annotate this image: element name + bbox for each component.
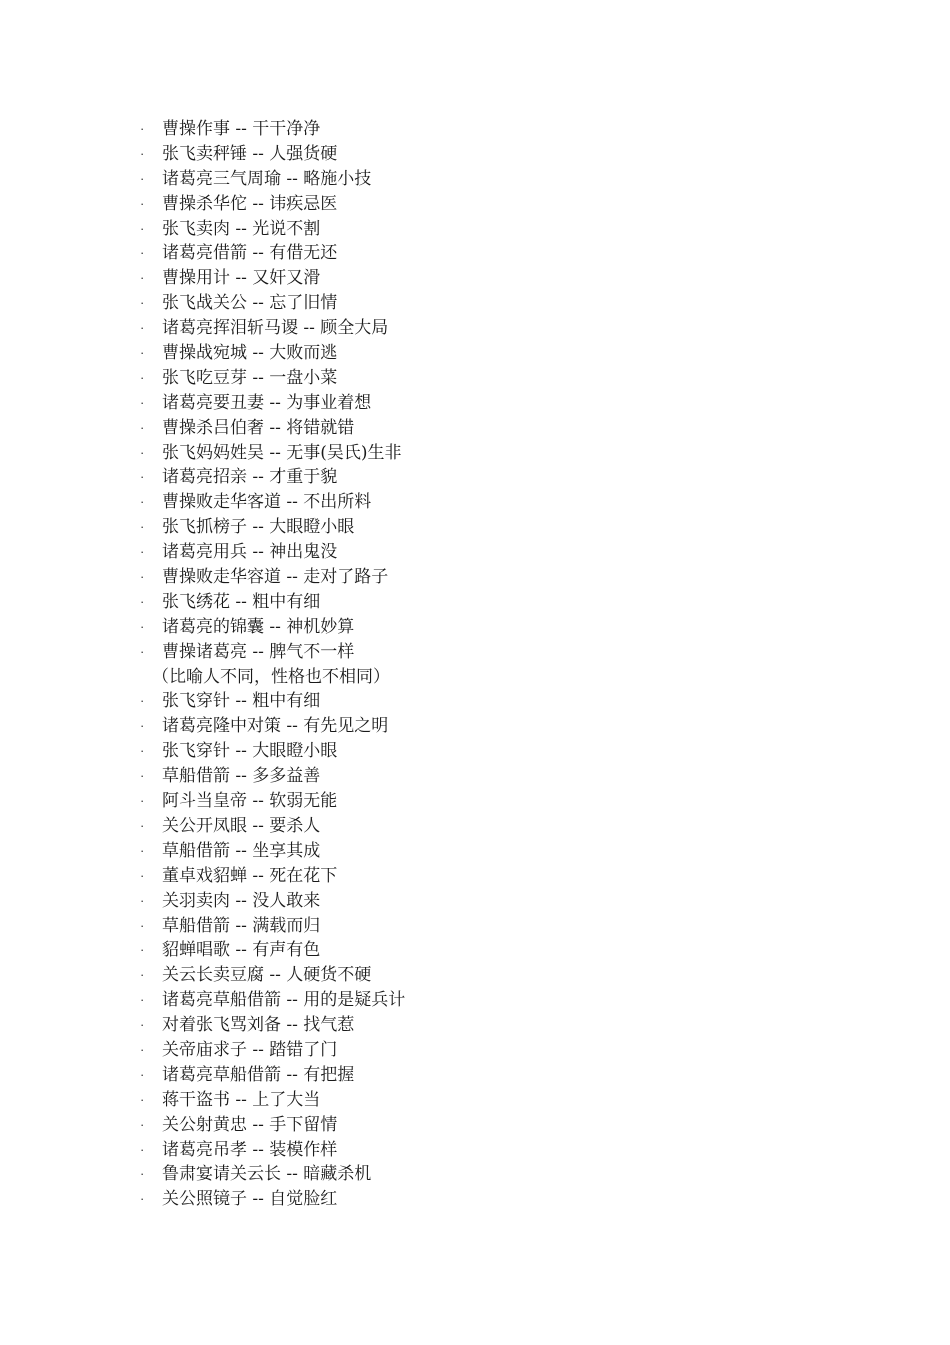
bullet-icon: · — [140, 145, 145, 161]
list-item-text: 曹操杀华佗 -- 讳疾忌医 — [162, 193, 338, 214]
list-item-text: 诸葛亮隆中对策 -- 有先见之明 — [162, 716, 389, 737]
bullet-icon: · — [140, 1066, 145, 1082]
list-item — [140, 465, 840, 490]
list-item-text: 诸葛亮挥泪斩马谡 -- 顾全大局 — [162, 318, 389, 339]
list-item-text: 对着张飞骂刘备 -- 找气惹 — [162, 1015, 355, 1036]
list-item — [140, 714, 840, 739]
bullet-icon: · — [140, 1141, 145, 1157]
list-item — [140, 1038, 840, 1063]
list-item — [140, 291, 840, 316]
list-item — [140, 1162, 840, 1187]
list-item-text: 草船借箭 -- 满载而归 — [162, 915, 321, 936]
list-item-text: 草船借箭 -- 多多益善 — [162, 766, 321, 787]
list-item — [140, 988, 840, 1013]
list-item — [140, 490, 840, 515]
list-item-text: 张飞穿针 -- 大眼瞪小眼 — [162, 741, 338, 762]
bullet-icon: · — [140, 121, 145, 136]
list-item-text: 关羽卖肉 -- 没人敢来 — [162, 890, 321, 911]
list-item-text: 曹操败走华容道 -- 走对了路子 — [162, 567, 389, 588]
list-item — [140, 1013, 840, 1038]
bullet-icon: · — [140, 1041, 145, 1057]
bullet-icon: · — [140, 892, 145, 908]
list-item-text: 张飞卖秤锤 -- 人强货硬 — [162, 143, 338, 164]
bullet-icon: · — [140, 569, 145, 585]
bullet-icon: · — [140, 942, 145, 958]
list-item-text: 蒋干盗书 -- 上了大当 — [162, 1089, 321, 1110]
list-item-text: 张飞吃豆芽 -- 一盘小菜 — [162, 367, 338, 388]
list-item — [140, 316, 840, 341]
list-item-text: 曹操诸葛亮 -- 脾气不一样 — [162, 641, 355, 662]
bullet-icon: · — [140, 743, 145, 759]
list-item-text: 诸葛亮借箭 -- 有借无还 — [162, 243, 338, 264]
list-item — [140, 864, 840, 889]
bullet-icon: · — [140, 618, 145, 634]
list-item-text: 关公照镜子 -- 自觉脸红 — [162, 1189, 338, 1210]
bullet-icon: · — [140, 295, 145, 311]
list-item — [140, 341, 840, 366]
bullet-icon: · — [140, 170, 145, 186]
list-item-text: 貂蝉唱歌 -- 有声有色 — [162, 940, 321, 961]
list-item — [140, 391, 840, 416]
list-item-text: 曹操用计 -- 又奸又滑 — [162, 268, 321, 289]
bullet-icon: · — [140, 394, 145, 410]
xiehouyu-list — [140, 117, 840, 1212]
list-item — [140, 615, 840, 640]
list-item-text: 张飞卖肉 -- 光说不割 — [162, 218, 321, 239]
list-item — [140, 192, 840, 217]
list-item-text: 草船借箭 -- 坐享其成 — [162, 840, 321, 861]
list-item-text: 曹操战宛城 -- 大败而逃 — [162, 343, 338, 364]
list-item-text: 张飞抓榜子 -- 大眼瞪小眼 — [162, 517, 355, 538]
bullet-icon: · — [140, 693, 145, 709]
list-item — [140, 441, 840, 466]
list-item — [140, 764, 840, 789]
list-item — [140, 839, 840, 864]
bullet-icon: · — [140, 469, 145, 485]
bullet-icon: · — [140, 444, 145, 460]
bullet-icon: · — [140, 718, 145, 734]
list-item-text: 董卓戏貂蝉 -- 死在花下 — [162, 865, 338, 886]
list-item — [140, 217, 840, 242]
list-item — [140, 266, 840, 291]
bullet-icon: · — [140, 1191, 145, 1207]
list-item — [140, 540, 840, 565]
list-item — [140, 1088, 840, 1113]
list-item-text: 张飞绣花 -- 粗中有细 — [162, 591, 321, 612]
list-item — [140, 889, 840, 914]
list-note-text: （比喻人不同，性格也不相同） — [152, 666, 390, 687]
list-item — [140, 914, 840, 939]
bullet-icon: · — [140, 992, 145, 1008]
bullet-icon: · — [140, 544, 145, 560]
bullet-icon: · — [140, 593, 145, 609]
list-item-text: 鲁肃宴请关云长 -- 暗藏杀机 — [162, 1164, 372, 1185]
list-item-text: 诸葛亮的锦囊 -- 神机妙算 — [162, 616, 355, 637]
list-item-text: 关公射黄忠 -- 手下留情 — [162, 1114, 338, 1135]
bullet-icon: · — [140, 369, 145, 385]
list-item — [140, 241, 840, 266]
list-item-text: 关帝庙求子 -- 踏错了门 — [162, 1039, 338, 1060]
bullet-icon: · — [140, 519, 145, 535]
bullet-icon: · — [140, 842, 145, 858]
bullet-icon: · — [140, 1091, 145, 1107]
list-item-text: 诸葛亮草船借箭 -- 有把握 — [162, 1064, 355, 1085]
bullet-icon: · — [140, 345, 145, 361]
bullet-icon: · — [140, 817, 145, 833]
bullet-icon: · — [140, 419, 145, 435]
list-item — [140, 167, 840, 192]
list-item-text: 曹操作事 -- 干干净净 — [162, 119, 321, 139]
bullet-icon: · — [140, 867, 145, 883]
bullet-icon: · — [140, 917, 145, 933]
bullet-icon: · — [140, 768, 145, 784]
bullet-icon: · — [140, 1116, 145, 1132]
list-item — [140, 117, 840, 142]
list-item — [140, 814, 840, 839]
list-item-text: 张飞妈妈姓吴 -- 无事(吴氏)生非 — [162, 442, 402, 463]
list-item — [140, 689, 840, 714]
bullet-icon: · — [140, 1017, 145, 1033]
list-item — [140, 1113, 840, 1138]
list-item-text: 诸葛亮草船借箭 -- 用的是疑兵计 — [162, 990, 406, 1011]
list-item — [140, 1187, 840, 1212]
list-item-text: 诸葛亮吊孝 -- 装模作样 — [162, 1139, 338, 1160]
list-item — [140, 963, 840, 988]
bullet-icon: · — [140, 245, 145, 261]
bullet-icon: · — [140, 220, 145, 236]
list-item — [140, 640, 840, 665]
list-item-text: 关云长卖豆腐 -- 人硬货不硬 — [162, 965, 372, 986]
bullet-icon: · — [140, 494, 145, 510]
list-item-text: 张飞战关公 -- 忘了旧情 — [162, 293, 338, 314]
bullet-icon: · — [140, 320, 145, 336]
list-item — [140, 1138, 840, 1163]
list-item — [140, 590, 840, 615]
list-item-text: 诸葛亮用兵 -- 神出鬼没 — [162, 542, 338, 563]
list-item-text: 曹操败走华客道 -- 不出所料 — [162, 492, 372, 513]
list-item — [140, 565, 840, 590]
list-item — [140, 1063, 840, 1088]
list-item-text: 诸葛亮三气周瑜 -- 略施小技 — [162, 168, 372, 189]
list-item-text: 诸葛亮要丑妻 -- 为事业着想 — [162, 392, 372, 413]
list-item-text: 曹操杀吕伯奢 -- 将错就错 — [162, 417, 355, 438]
list-item — [140, 142, 840, 167]
bullet-icon: · — [140, 793, 145, 809]
bullet-icon: · — [140, 195, 145, 211]
list-item — [140, 416, 840, 441]
list-item-text: 阿斗当皇帝 -- 软弱无能 — [162, 791, 338, 812]
bullet-icon: · — [140, 270, 145, 286]
list-item — [140, 739, 840, 764]
bullet-icon: · — [140, 1166, 145, 1182]
list-item — [140, 366, 840, 391]
list-item — [140, 515, 840, 540]
list-item — [140, 789, 840, 814]
list-item-text: 诸葛亮招亲 -- 才重于貌 — [162, 467, 338, 488]
list-item-text: 张飞穿针 -- 粗中有细 — [162, 691, 321, 712]
bullet-icon: · — [140, 643, 145, 659]
list-item — [140, 938, 840, 963]
bullet-icon: · — [140, 967, 145, 983]
list-note — [140, 665, 840, 690]
list-item-text: 关公开凤眼 -- 要杀人 — [162, 815, 321, 836]
